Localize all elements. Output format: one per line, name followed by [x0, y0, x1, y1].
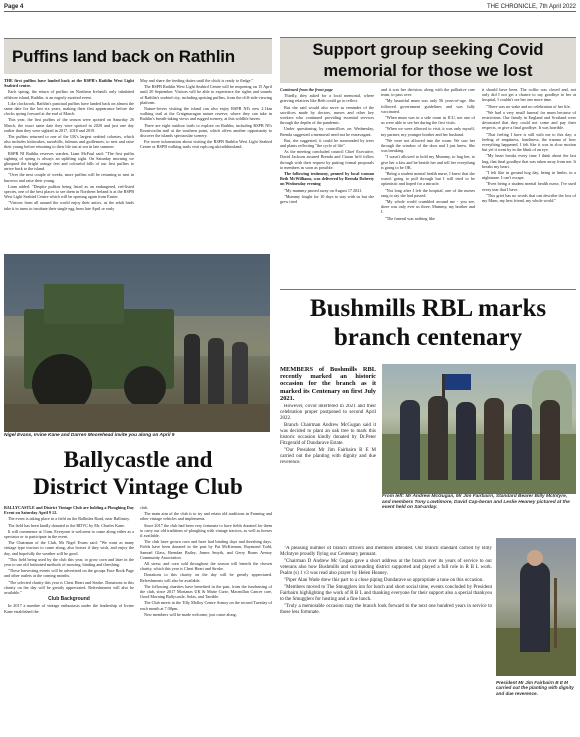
paragraph: Thirdly, they asked for a local memorial, where grieving relatives like Beth could go to reflect. [280, 93, 374, 104]
paragraph: Like clockwork, Rathlin's punctual puffins have landed back on almost the same date for the last six years, making their first appearance before the clocks spring forward at the end of March. [4, 100, 134, 117]
continued-note: Continued from the front page [280, 87, 333, 92]
paragraph: "Visitors from all around the world enjoy their antics, as the adult birds take it in turns to incubate their single egg from late April or early [4, 200, 134, 211]
support-headline-box [280, 37, 576, 83]
paragraph: The following charities have benefited in the past, from the fundraising of the club, since 2017 Mortanas UK & Marie Curie, Macmillan Cancer care, Good Morning Ballycastle, Solas, and Tarrible. [140, 583, 272, 600]
tree-planting-photo-caption: President Mr Jim Fairbairn B E M carried out the planting with dignity and due reverence. [496, 680, 574, 696]
paragraph: In 2017 a number of vintage enthusiasts under the leadership of Irvine Kane established the [4, 603, 134, 614]
section-divider [280, 289, 576, 290]
paragraph: "These harvesting events will be advertised on the groups Face Book Page and other outlets at the coming months. [4, 568, 134, 579]
paragraph: The RSPB Rathlin West Light Seabird Centre will be reopening on 15 April until 20 September. Visitors will be able to experience the sights and sounds of Rathlin's seabird city, including spotting puffins, from the cliff-side viewing platform. [140, 84, 272, 105]
paragraph: The main aim of the club is to try and retain old traditions in Farming and other vintage vehicles and implements. [140, 511, 272, 522]
paragraph: The following testimony, penned by local woman Beth McWilliams, was delivered by Brenda Doherty on Wednesday evening [280, 171, 374, 187]
club-background-subhead: Club Background [48, 596, 90, 603]
paragraph: This year, the first puffins of the season were spotted on Saturday 26 March, the exact same date they were spotted in 2020 and just one day earlier than they were sighted in 2017, 2018 and 2019. [4, 117, 134, 133]
page-number: Page 4 [4, 4, 24, 10]
paragraph: "Piper Alan Wade drew this part to a close piping Dundarave so appropriate a tune on this occasion. [284, 578, 484, 583]
paragraph: and it was her decision, along with the palliative care team, to pass over. [381, 87, 475, 98]
rbl-group-photo-caption: From left: Mr Andrew McGugan, Mr Jim Fairbairn, Standard Bearer Billy McIntyre, and members Tony Lowtimore, David Cap-beran and Leslie Heaney pictured at the event held on Sat-urday. [382, 494, 570, 511]
paragraph: "My mummy passed away on August 17 2021. [284, 187, 363, 193]
paragraph: "My whole world crumbled around me - you see, there was only ever us three; Mummy, my brother and I. [381, 199, 475, 215]
paragraph: Since 2017 the club had been very fortunate to have fields donated for them to carry out old traditions of ploughing with vintage tractors, as well as horses if available. [140, 522, 272, 539]
paragraph: The field has been kindly donated to the BDVC by Mr. Charles Kane. [8, 522, 125, 528]
paragraph: The event is taking place in a field on the Ballinlea Road, near Ballintoy. [8, 516, 130, 522]
paragraph: Each spring, the return of puffins on Northern Ireland's only inhabited offshore island, Rathlin, is an eagerly awaited event. [4, 89, 134, 100]
paragraph: The Club meets in the Tilly Molloy Centre Armoy on the second Tuesday of each month at 7:30pm. [140, 600, 272, 611]
paragraph: "This field being used by the club this year, to grow corn and later in the year to use old fashioned methods of mowing, binding and threshing. [4, 556, 134, 568]
paragraph: club. [140, 505, 149, 510]
paragraph: Under questioning by councillors on Wednesday, Brenda suggested a memorial need not be extravagant. [280, 126, 374, 137]
paragraph: "That feeling I have is still with me to this day; a feeling of emptiness, loneliness, the trauma of how everything happened. I felt like it was in slow motion but yet it went by in the blink of an eye. [482, 131, 576, 153]
paragraph: "Chairman D Andrew Mc Gugan gave a short address at the branch over its years of service to our veterans also how Bushmills and surrounding district supported and played a full role in R B L work. Psalm (s) 1 v3 was read also prayer by Helen Heaney. [280, 559, 492, 576]
paragraph: As the meeting concluded council Chief Executive, David Jackson assured Brenda and Ciaran he'd follow through with their request by putting formal proposals to members as soon as possible. [280, 149, 374, 170]
support-column-1 [280, 87, 374, 285]
paragraph: "When we were allowed to visit, it was only myself, my partner, my younger brother and her husband. [381, 126, 475, 137]
tree-planting-photo [496, 538, 576, 676]
ballycastle-column-1 [4, 505, 134, 733]
paragraph: But, she suggested, it could be surrounded by trees and plants reflecting "the cycle of life". [280, 137, 374, 149]
puffins-headline: Puffins land back on Rathlin [12, 46, 235, 66]
paragraph: However, covid interfered in 2021 and their celebration proper postponed to second April 2022. [280, 404, 376, 421]
support-column-2 [381, 87, 475, 285]
paragraph: "I wasn't allowed to hold my Mummy, to hug her, to give her a kiss and be beside her and tell her everything is going to be OK. [381, 154, 475, 170]
ballycastle-headline-line-2: District Vintage Club [33, 474, 243, 499]
paragraph: it should have been. The coffin was closed and, not only did I not get a chance to say goodbye to her at hospital, I couldn't see her one more time. [482, 87, 576, 103]
support-headline-line-1: Support group seeking Covid [312, 41, 544, 59]
paragraph: It will commence at 11am. Everyone is welcome to come along either as a spectator or to participate in the event. [4, 528, 134, 540]
paragraph: "Mummy fought for 10 days to stay with us but she grew tired [280, 193, 374, 205]
puffins-lead: THE first puffins have landed back at the RSPB's Rathlin West Light Seabird centre. [4, 78, 134, 89]
paragraph: All straw, and corn sold throughout the season will benefit the chosen charity, which this year is Chest Heart and Stroke. [140, 561, 272, 572]
paragraph: "I felt like in ground hog day, being in limbo, in a nightmare. I can't escape. [482, 170, 576, 181]
paragraph: "There was no wake and no celebration of her life. [486, 103, 571, 109]
paragraph: But she said would also serve as reminder of the sacrifices made by doctors, nurses and other key workers who continued providing essential services through the depths of the pandemic. [280, 104, 374, 126]
paragraph: "My beautiful mum was only 56 years-of-age. She followed government guidelines and was fully vaccinated. [381, 98, 475, 114]
support-headline-line-2: memorial for those we lost [323, 62, 533, 80]
tractor-photo-caption: Nigel Evans, Irvine Kane and Darren Moorehead invite you along on April 9 [4, 433, 175, 438]
ballycastle-column-2 [140, 505, 272, 733]
paragraph: "Truly a memorable occasion may the branch look forward to the next one hundred years in service to those less fortunate. [280, 604, 492, 615]
bushmills-column-2 [280, 546, 492, 732]
puffins-column-2 [140, 78, 272, 238]
paragraph: "This grief has no words that can describe the loss of my Mum, my best friend, my whole world." [482, 192, 576, 204]
paragraph: The Chairman of the Club, Mr Nigel Evans said: "We want as many vintage type tractors to come along, also horses if they wish, and enjoy the day, and hopefully the weather will be good. [4, 540, 134, 556]
paragraph: "We were not allowed into the room. We saw her through the window of the door and I just knew. She was breaking. [381, 137, 475, 154]
paragraph: Branch Chairman Andrew McGugan said it was decided to plant an oak tree to mark this historic occasion kindly donated by Dr.Peter Fitzgerald of Dundarave Estate. [280, 423, 376, 446]
paragraph: "We had a very small funeral for mum because of restrictions. Our family in England and Scotland were devastated that they could not come and pay their respects, or give a final goodbye. It was horrible. [482, 109, 576, 131]
page-header [4, 3, 576, 12]
ballycastle-headline-line-1: Ballycastle and [63, 447, 213, 472]
paper-date: THE CHRONICLE, 7th April 2022 [486, 4, 576, 10]
paragraph: "Not long after I left the hospital, one of the nurses rang to say she had passed. [381, 187, 475, 198]
paragraph: "The selected charity this year is Chest Heart and Stroke. Donations to this charity on the day will be greatly appreciated. Refreshments will also be available." [4, 579, 134, 596]
bushmills-headline-box [280, 294, 576, 352]
paragraph: There are eight outdoor trails to explore on Rathlin, including RSPB NI's Roonivoolin trail at the southern point, which offers another opportunity to discover the islands spectacular scenery. [140, 122, 272, 139]
paragraph: "Being a student mental health nurse, I knew that she wasn't going to pull through but I still tried to be optimistic and hoped for a miracle. [381, 171, 475, 187]
bushmills-headline-line-1: Bushmills RBL marks [309, 295, 547, 322]
paragraph: For more information about visiting the RSPB Rathlin West Light Seabird Centre or RSPB walking trails visit rspb.org.uk/rathlinisland. [140, 139, 272, 150]
support-column-3 [482, 87, 576, 285]
puffins-headline-box [4, 38, 272, 74]
rbl-group-photo [382, 364, 576, 494]
ballycastle-lead: BALLYCASTLE and District Vintage Club are holding a Ploughing Day Event on Saturday April 9 12. [4, 505, 134, 516]
paragraph: "Over the next couple of weeks, more puffins will be returning to nest in burrows and raise their young. [4, 172, 134, 183]
ballycastle-headline-box [4, 446, 272, 500]
paragraph: "Our President Mr Jim Fairbairn B E M carried out the planting with dignity and due reverence. [280, 448, 376, 465]
paragraph: May and share the feeding duties until the chick is ready to fledge." [140, 78, 254, 83]
paragraph: "The funeral was nothing like [385, 215, 435, 221]
paragraph: "A pleasing number of branch officers and members attended. Our branch standard carried by Billy McIntyre proudly flying our Centenary pennant. [280, 546, 492, 557]
paragraph: "Members moved to The Smugglers inn for lunch and short social time, events concluded by President Fairbairn highlighting the work of R B L and thanking everyone for their support also a special thankyou to the Smugglers for hosting and a fine lunch. [280, 585, 492, 602]
tractor-photo [4, 254, 270, 432]
paragraph: New members will be made welcome, just come along. [144, 611, 237, 617]
paragraph: The puffins returned to one of the UK's largest seabird colonies, which also includes kittiwakes, razorbills, fulmars and guillemots, to nest and raise their young before returning to their life out at sea in late summer. [4, 134, 134, 150]
paragraph: "Even being a student mental health nurse, I've used every tear that I have. [482, 181, 576, 192]
paragraph: Nature-lovers visiting the island can also enjoy RSPB NI's new 2.1km walking trail at the Craigmacagan nature reserve, where they can take in Rathlin's breath-taking views and rugged scenery, at this wildlife haven. [140, 106, 272, 122]
bushmills-headline-line-2: branch centenary [333, 324, 523, 351]
paragraph: RSPB NI Rathlin reserves warden, Liam McFaul said: "The first puffin sighting of spring is always an uplifting sight. On Saturday morning we glimpsed the bright orange feet and colourful bills of our first puffins to arrive back to the island. [4, 150, 134, 172]
paragraph: "My heart breaks every time I think about the last hug, that final goodbye that was taken away from me. It breaks my heart. [482, 153, 576, 169]
paragraph: Donations to this charity on the day will be greatly appreciated. Refreshments will also be available. [140, 572, 272, 583]
paragraph: Liam added: "Despite puffins being listed as an endangered, red-listed species, one of the best places to see them in Northern Ireland is at the RSPB West Light Seabird Centre which will be opening again from Easter. [4, 183, 134, 200]
bushmills-lead: MEMBERS of Bushmills RBL recently marked an historic occasion for the branch as it marked its Centenary on first July 2021. [280, 366, 376, 402]
paragraph: The club have grown corn and have had binding days and threshing days. Fields have been donated in the past by Pat McKiernan, Raymond Todd, Samuel Glass, Brendan Bailey, James Smyth, and Gerry Burns Armoy Community Association. [140, 539, 272, 560]
paragraph: "When mum was in a side room in ICU, not one of us were able to see her during the first visits. [381, 115, 475, 126]
